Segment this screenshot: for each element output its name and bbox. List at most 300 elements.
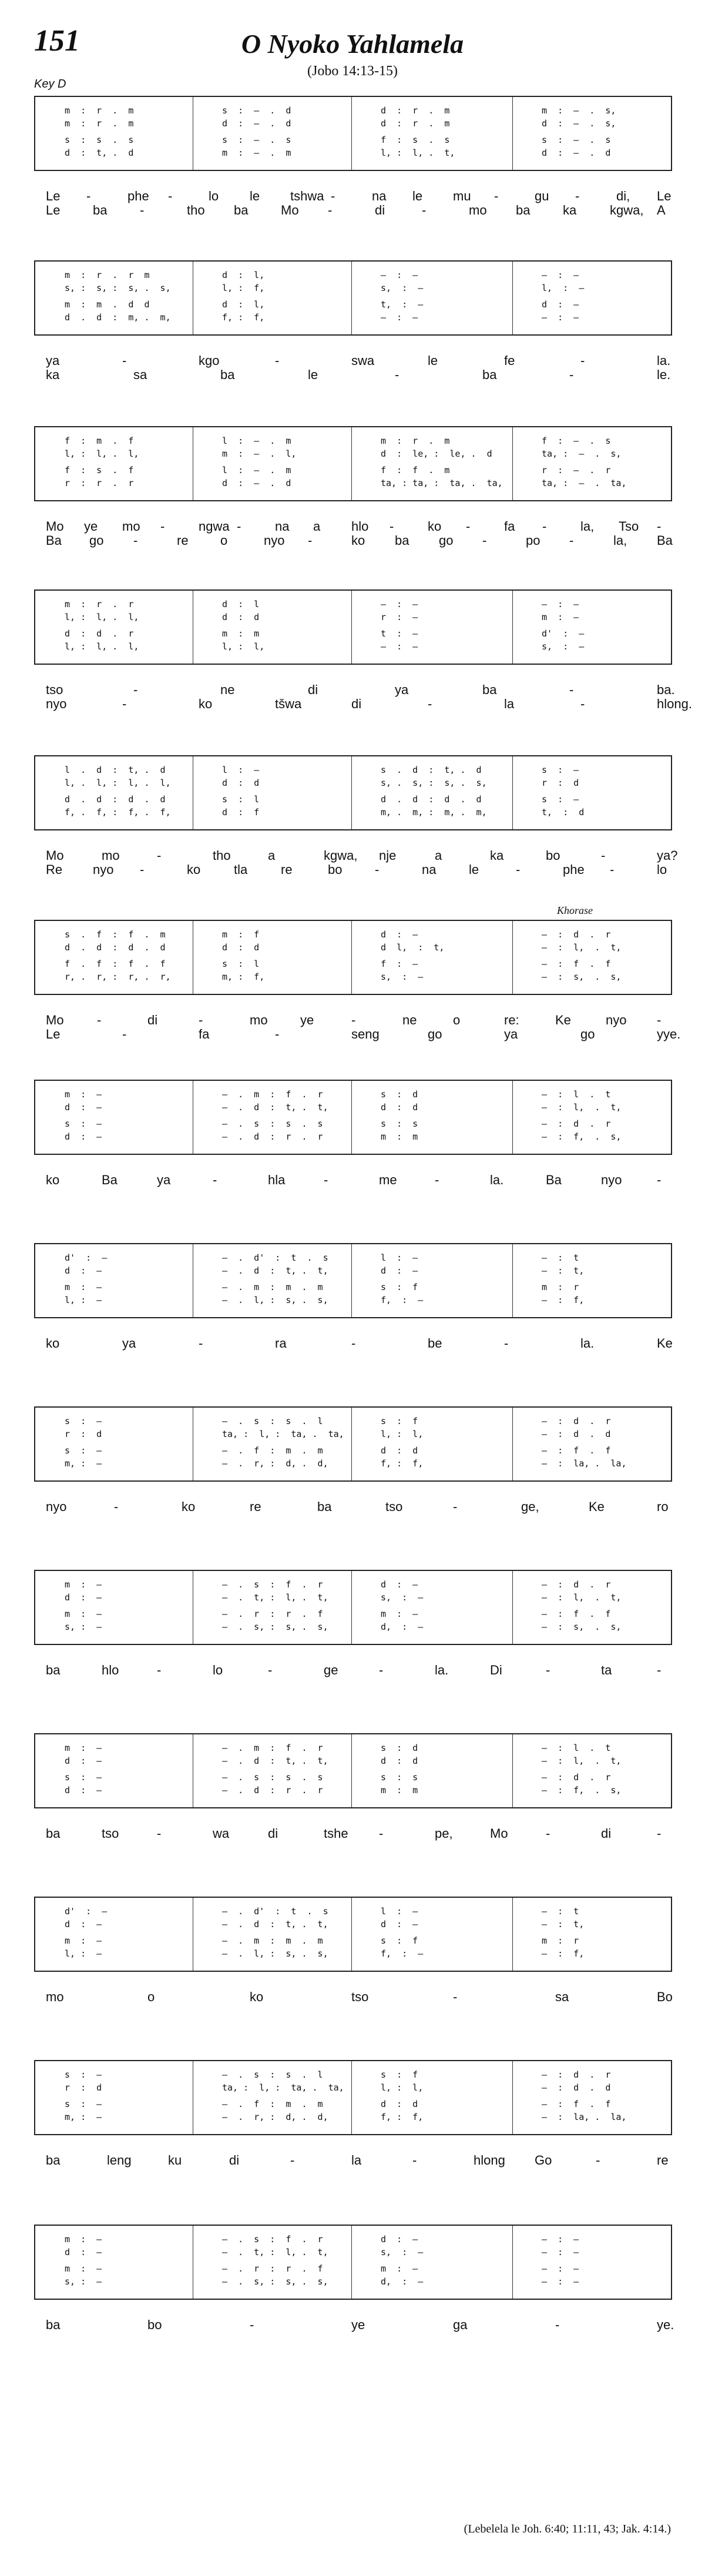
lyric-syllable: ne (220, 682, 235, 697)
solfa-measure: – . d : t, . t, (222, 1756, 328, 1766)
solfa-measure: s : f (381, 2069, 418, 2080)
solfa-measure: s, : s, : s, . s, (65, 283, 171, 293)
lyric-line (34, 2153, 671, 2170)
solfa-measure: s : f (381, 1416, 418, 1426)
lyric-syllable: tshe (324, 1826, 348, 1841)
lyric-syllable: - (555, 2317, 560, 2332)
staff-box (34, 589, 672, 665)
solfa-measure: – . s : s . l (222, 2069, 323, 2080)
lyric-syllable: bo (546, 848, 560, 863)
lyric-syllable: re (250, 1499, 261, 1514)
solfa-measure: — : f, . s, (542, 1131, 622, 1142)
solfa-measure: d : — (381, 929, 418, 940)
lyric-syllable: Mo (46, 519, 64, 534)
lyric-syllable: ko (46, 1173, 60, 1187)
solfa-measure: ta, : – . s, (542, 448, 622, 459)
voice-row (35, 1458, 671, 1471)
solfa-measure: d : — (65, 1756, 102, 1766)
solfa-measure: m : r (542, 1935, 579, 1946)
lyric-syllable: - (428, 696, 432, 711)
solfa-measure: m : r . m (65, 105, 134, 116)
solfa-measure: m : f (222, 929, 260, 940)
lyric-syllable: - (122, 1027, 127, 1041)
lyric-syllable: na (422, 862, 437, 877)
solfa-measure: ta, : l, : ta, . ta, (222, 1429, 344, 1439)
lyric-syllable: - (657, 1173, 662, 1187)
lyric-syllable: le (412, 189, 423, 203)
lyric-syllable: - (308, 533, 313, 548)
solfa-measure: — : — (542, 2234, 579, 2245)
solfa-measure: s : s . s (65, 135, 134, 145)
solfa-measure: d : – . d (222, 478, 291, 488)
solfa-measure: s, : — (381, 972, 424, 982)
voice-row (35, 2082, 671, 2095)
lyric-syllable: go (89, 533, 104, 548)
solfa-measure: m : — (542, 612, 579, 622)
lyric-syllable: - (168, 189, 173, 203)
solfa-measure: s : – . s (222, 135, 291, 145)
lyric-syllable: - (160, 519, 165, 534)
lyric-syllable: Di (490, 1663, 502, 1677)
solfa-measure: — : — (381, 312, 418, 323)
lyric-syllable: - (133, 682, 138, 697)
solfa-measure: l : – . m (222, 465, 291, 475)
solfa-measure: — : la, . la, (542, 2112, 627, 2122)
music-system (34, 1897, 671, 2044)
lyric-syllable: - (542, 519, 547, 534)
hymn-title: O Nyoko Yahlamela (241, 29, 464, 59)
voice-row (35, 1282, 671, 1295)
staff-box (34, 1243, 672, 1318)
lyric-syllable: a (268, 848, 276, 863)
solfa-measure: s : — (65, 1118, 102, 1129)
solfa-measure: — : l, . t, (542, 942, 622, 953)
solfa-measure: – . s, : s, . s, (222, 2276, 328, 2287)
lyric-syllable: Ba (546, 1173, 562, 1187)
solfa-measure: m : — (65, 2263, 102, 2274)
solfa-measure: d : — (381, 1579, 418, 1590)
lyric-syllable: ba (482, 682, 497, 697)
voice-row (35, 599, 671, 612)
solfa-measure: l, : f, (222, 283, 265, 293)
solfa-measure: s : d (381, 1089, 418, 1100)
solfa-measure: f : — (381, 959, 418, 969)
lyric-syllable: hla (268, 1173, 286, 1187)
voice-row (35, 1252, 671, 1265)
voice-row (35, 972, 671, 984)
voice-row (35, 807, 671, 820)
lyric-syllable: - (250, 2317, 254, 2332)
solfa-measure: f, : — (381, 1295, 424, 1305)
lyric-syllable: ko (351, 533, 365, 548)
lyric-syllable: di (601, 1826, 612, 1841)
solfa-measure: — : s, . s, (542, 972, 622, 982)
lyric-syllable: di (229, 2153, 240, 2168)
lyric-syllable: ye. (657, 2317, 674, 2332)
lyric-syllable: kgwa, (324, 848, 358, 863)
staff-box (34, 920, 672, 995)
lyric-syllable: - (657, 519, 662, 534)
lyric-syllable: - (122, 696, 127, 711)
solfa-measure: – . d : t, . t, (222, 1102, 328, 1113)
lyric-syllable: gu (535, 189, 549, 203)
solfa-measure: d' : — (65, 1906, 108, 1917)
voice-row (35, 1919, 671, 1932)
solfa-measure: d l, : t, (381, 942, 445, 953)
music-system (34, 96, 671, 243)
solfa-measure: s, : — (542, 641, 585, 652)
music-system (34, 905, 681, 1067)
lyric-syllable: ka (46, 367, 60, 382)
lyric-syllable: Ba (657, 533, 673, 548)
lyric-syllable: ge (324, 1663, 338, 1677)
solfa-measure: d : l (222, 599, 260, 609)
solfa-measure: m, : f, (222, 972, 265, 982)
voice-row (35, 1906, 671, 1919)
lyric-line (34, 1027, 681, 1044)
lyric-syllable: Mo (490, 1826, 508, 1841)
solfa-measure: s, . s, : s, . s, (381, 778, 487, 788)
lyric-syllable: Ke (555, 1013, 571, 1027)
solfa-measure: – . t, : l, . t, (222, 1592, 328, 1603)
lyric-syllable: ya (157, 1173, 171, 1187)
solfa-measure: l, : l, . t, (381, 148, 455, 158)
solfa-measure: — : — (542, 2276, 579, 2287)
lyric-syllable: - (504, 1336, 509, 1351)
solfa-measure: m : — (65, 2234, 102, 2245)
lyric-syllable: - (596, 2153, 600, 2168)
lyric-syllable: ba (234, 203, 249, 217)
lyric-syllable: ko (250, 1989, 264, 2004)
solfa-measure: — : l, . t, (542, 1102, 622, 1113)
lyric-syllable: la. (580, 1336, 595, 1351)
lyric-syllable: Bo (657, 1989, 673, 2004)
lyric-syllable: - (133, 533, 138, 548)
lyric-syllable: mo (102, 848, 120, 863)
solfa-measure: — : l, . t, (542, 1592, 622, 1603)
solfa-measure: — : la, . la, (542, 1458, 627, 1469)
lyric-syllable: - (114, 1499, 119, 1514)
voice-row (35, 1622, 671, 1634)
lyric-syllable: la (504, 696, 515, 711)
solfa-measure: s, : — (381, 1592, 424, 1603)
voice-row (35, 1785, 671, 1798)
solfa-measure: — : d . r (542, 929, 611, 940)
lyric-syllable: go (439, 533, 454, 548)
lyric-syllable: fa (199, 1027, 210, 1041)
voice-row (35, 929, 671, 942)
solfa-measure: l, . l, : l, . l, (65, 778, 171, 788)
solfa-measure: r : d (542, 778, 579, 788)
lyric-syllable: Go (535, 2153, 552, 2168)
solfa-measure: s : f (381, 1935, 418, 1946)
staff-box (34, 1080, 672, 1155)
lyric-syllable: - (379, 1826, 384, 1841)
lyric-syllable: pe, (435, 1826, 453, 1841)
lyric-syllable: fa (504, 519, 515, 534)
lyric-syllable: - (435, 1173, 439, 1187)
footnote: (Lebelela le Joh. 6:40; 11:11, 43; Jak. 4:14.) (464, 2523, 671, 2535)
solfa-measure: ta, : ta, : ta, . ta, (381, 478, 503, 488)
solfa-measure: – . s : s . s (222, 1118, 323, 1129)
voice-row (35, 1089, 671, 1102)
lyric-syllable: - (569, 367, 574, 382)
solfa-measure: m : — (65, 1743, 102, 1753)
solfa-measure: d : — (65, 1131, 102, 1142)
lyric-syllable: ko (187, 862, 201, 877)
solfa-measure: — : l, . t, (542, 1756, 622, 1766)
solfa-measure: d : – . d (542, 148, 611, 158)
lyric-syllable: - (237, 519, 241, 534)
staff-box (34, 260, 672, 336)
solfa-measure: – . s : f . r (222, 1579, 323, 1590)
solfa-measure: r : — (381, 612, 418, 622)
solfa-measure: m : r . m (381, 436, 450, 446)
solfa-measure: — : f . f (542, 2099, 611, 2109)
solfa-measure: – . d : r . r (222, 1131, 323, 1142)
lyric-syllable: hlo (351, 519, 369, 534)
solfa-measure: – . l, : s, . s, (222, 1295, 328, 1305)
lyric-syllable: sa (133, 367, 147, 382)
solfa-measure: d : — (65, 1592, 102, 1603)
solfa-measure: d' : — (542, 628, 585, 639)
solfa-measure: f, : f, (222, 312, 265, 323)
solfa-measure: d . d : d . d (65, 942, 166, 953)
lyric-syllable: na (372, 189, 387, 203)
lyric-syllable: ba (93, 203, 108, 217)
solfa-measure: f, : f, (381, 1458, 424, 1469)
lyric-syllable: mo (122, 519, 140, 534)
solfa-measure: f, : f, (381, 2112, 424, 2122)
solfa-measure: s : l (222, 959, 260, 969)
solfa-measure: – . d' : t . s (222, 1252, 328, 1263)
lyric-syllable: nyo (46, 696, 67, 711)
lyric-line (34, 696, 692, 714)
lyric-syllable: ya (504, 1027, 518, 1041)
voice-row (35, 299, 671, 312)
solfa-measure: – . f : m . m (222, 2099, 323, 2109)
solfa-measure: m : — (65, 1282, 102, 1292)
lyric-syllable: bo (328, 862, 343, 877)
lyric-syllable: re (657, 2153, 669, 2168)
lyric-syllable: o (453, 1013, 461, 1027)
solfa-measure: — : f . f (542, 1609, 611, 1619)
lyric-syllable: le (308, 367, 318, 382)
voice-row (35, 135, 671, 148)
solfa-measure: d : r . m (381, 118, 450, 129)
lyric-line (34, 203, 671, 220)
lyric-syllable: ko (428, 519, 442, 534)
solfa-measure: s : f (381, 1282, 418, 1292)
lyric-syllable: ge, (521, 1499, 539, 1514)
voice-row (35, 778, 671, 790)
lyric-syllable: sa (555, 1989, 569, 2004)
solfa-measure: d : d (381, 1445, 418, 1456)
solfa-measure: – . d : r . r (222, 1785, 323, 1796)
lyric-syllable: tho (213, 848, 231, 863)
staff-box (34, 96, 672, 171)
solfa-measure: r : d (65, 1429, 102, 1439)
music-system (34, 589, 692, 736)
lyric-syllable: di (268, 1826, 278, 1841)
lyric-syllable: ko (199, 696, 213, 711)
lyric-syllable: - (575, 189, 580, 203)
solfa-measure: d . d : d . d (381, 794, 482, 805)
lyric-syllable: - (580, 353, 585, 368)
solfa-measure: f . f : f . f (65, 959, 166, 969)
lyric-syllable: ka (490, 848, 504, 863)
lyric-syllable: Le (46, 203, 61, 217)
solfa-measure: s : — (65, 2069, 102, 2080)
voice-row (35, 1935, 671, 1948)
lyric-syllable: A (657, 203, 666, 217)
voice-row (35, 612, 671, 625)
lyric-syllable: tso (102, 1826, 119, 1841)
solfa-measure: ta, : – . ta, (542, 478, 627, 488)
solfa-measure: — : d . r (542, 1416, 611, 1426)
solfa-measure: — : — (381, 599, 418, 609)
voice-row (35, 2276, 671, 2289)
lyric-syllable: nyo (93, 862, 114, 877)
lyric-syllable: ko (46, 1336, 60, 1351)
solfa-measure: d : t, . d (65, 148, 134, 158)
solfa-measure: — : t, (542, 1919, 585, 1930)
solfa-measure: r : d (65, 2082, 102, 2093)
lyric-syllable: Ke (657, 1336, 673, 1351)
solfa-measure: – . m : m . m (222, 1282, 323, 1292)
solfa-measure: l, : — (65, 1948, 102, 1959)
solfa-measure: m : — (65, 1579, 102, 1590)
lyric-syllable: ro (657, 1499, 669, 1514)
lyric-syllable: nje (379, 848, 397, 863)
lyric-syllable: di (351, 696, 362, 711)
solfa-measure: d : — (65, 1102, 102, 1113)
solfa-measure: s, : — (381, 283, 424, 293)
lyric-syllable: ra (275, 1336, 287, 1351)
lyric-syllable: leng (107, 2153, 132, 2168)
voice-row (35, 2112, 671, 2125)
solfa-measure: f : s . s (381, 135, 450, 145)
lyric-syllable: - (324, 1173, 328, 1187)
solfa-measure: – . s : f . r (222, 2234, 323, 2245)
solfa-measure: d : d (222, 942, 260, 953)
lyric-line (34, 1173, 671, 1190)
solfa-measure: s : – . s (542, 135, 611, 145)
solfa-measure: – . s : s . l (222, 1416, 323, 1426)
lyric-syllable: - (453, 1989, 458, 2004)
lyric-syllable: la. (435, 1663, 449, 1677)
lyric-syllable: o (147, 1989, 155, 2004)
solfa-measure: m : – . s, (542, 105, 616, 116)
lyric-line (34, 1989, 671, 2007)
solfa-measure: m : r . r (65, 599, 134, 609)
solfa-measure: m : r . r m (65, 270, 150, 280)
lyric-line (34, 862, 671, 880)
lyric-syllable: - (390, 519, 394, 534)
lyric-syllable: be (428, 1336, 442, 1351)
solfa-measure: l, : l, (222, 641, 265, 652)
lyric-syllable: le (469, 862, 479, 877)
voice-row (35, 1592, 671, 1605)
lyric-syllable: ba. (657, 682, 675, 697)
voice-row (35, 1948, 671, 1961)
lyric-syllable: le. (657, 367, 671, 382)
lyric-syllable: - (140, 862, 145, 877)
voice-row (35, 270, 671, 283)
solfa-measure: l : – . m (222, 436, 291, 446)
solfa-measure: s : — (65, 1772, 102, 1783)
lyric-syllable: - (657, 1663, 662, 1677)
voice-row (35, 2099, 671, 2112)
lyric-line (34, 1826, 671, 1844)
lyric-syllable: la. (657, 353, 671, 368)
lyric-syllable: - (157, 1826, 162, 1841)
solfa-measure: l, : — (65, 1295, 102, 1305)
lyric-syllable: ne (402, 1013, 417, 1027)
voice-row (35, 794, 671, 807)
lyric-syllable: Ba (102, 1173, 118, 1187)
voice-row (35, 765, 671, 778)
solfa-measure: d : — (381, 1265, 418, 1276)
solfa-measure: m, : — (65, 1458, 102, 1469)
voice-row (35, 1265, 671, 1278)
voice-row (35, 1743, 671, 1756)
music-system (34, 2060, 671, 2207)
lyric-line (34, 1336, 671, 1354)
lyric-syllable: tshwa (290, 189, 324, 203)
scripture-reference: (Jobo 14:13-15) (307, 63, 398, 79)
solfa-measure: d : d (381, 2099, 418, 2109)
solfa-measure: d : l, (222, 270, 265, 280)
voice-row (35, 283, 671, 296)
solfa-measure: s : — (65, 1445, 102, 1456)
solfa-measure: d : — (381, 1919, 418, 1930)
solfa-measure: d : r . m (381, 105, 450, 116)
solfa-measure: — : d . r (542, 1772, 611, 1783)
solfa-measure: l : — (381, 1906, 418, 1917)
lyric-syllable: tso (351, 1989, 369, 2004)
voice-row (35, 1131, 671, 1144)
solfa-measure: — : — (542, 2247, 579, 2257)
solfa-measure: d : – . d (222, 118, 291, 129)
lyric-syllable: la, (613, 533, 627, 548)
lyric-syllable: - (379, 1663, 384, 1677)
voice-row (35, 1756, 671, 1768)
solfa-measure: — : d . r (542, 1579, 611, 1590)
music-system (34, 1733, 671, 1880)
solfa-measure: f : – . s (542, 436, 611, 446)
lyric-syllable: - (395, 367, 400, 382)
solfa-measure: f : m . f (65, 436, 134, 446)
solfa-measure: t, : d (542, 807, 585, 818)
lyric-syllable: yye. (657, 1027, 681, 1041)
staff-box (34, 426, 672, 501)
solfa-measure: s, : — (65, 2276, 102, 2287)
lyric-syllable: nyo (601, 1173, 622, 1187)
voice-row (35, 1579, 671, 1592)
lyric-syllable: ba (46, 2317, 61, 2332)
solfa-measure: l : — (222, 765, 260, 775)
lyric-syllable: go (580, 1027, 595, 1041)
lyric-syllable: ga (453, 2317, 468, 2332)
solfa-measure: d : d (381, 1102, 418, 1113)
lyric-syllable: - (199, 1336, 203, 1351)
lyric-syllable: ba (516, 203, 531, 217)
solfa-measure: d : d (381, 1756, 418, 1766)
solfa-measure: – . m : f . r (222, 1743, 323, 1753)
voice-row (35, 628, 671, 641)
solfa-measure: – . s : s . s (222, 1772, 323, 1783)
